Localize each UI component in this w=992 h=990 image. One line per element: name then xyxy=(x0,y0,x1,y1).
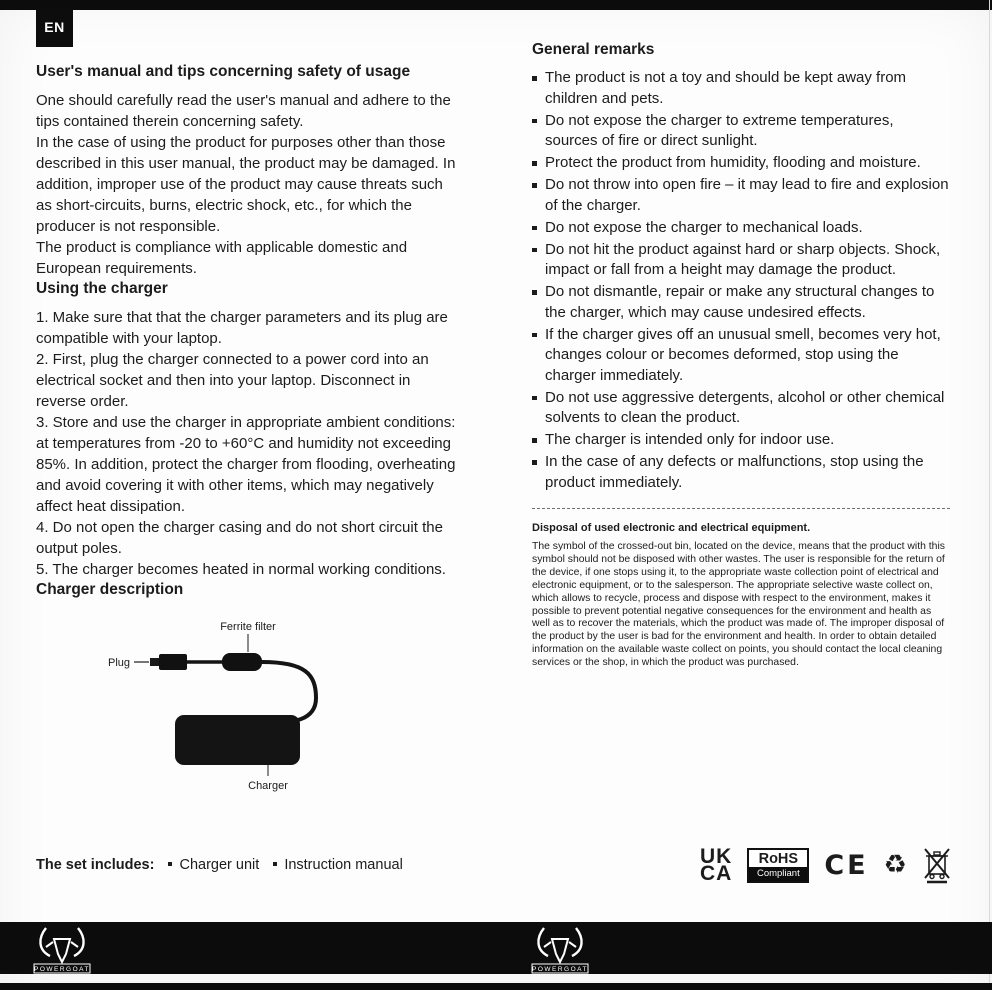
remark-item: Do not expose the charger to extreme temperatures, sources of fire or direct sunlight. xyxy=(545,111,950,152)
safety-paragraph: The product is compliance with applicable domestic and European requirements. xyxy=(36,239,408,277)
rohs-mark xyxy=(747,848,809,883)
remark-item: The charger is intended only for indoor use. xyxy=(545,430,950,451)
right-column xyxy=(532,40,950,670)
using-step: 5. The charger becomes heated in normal working conditions. xyxy=(36,561,446,578)
general-remarks-list xyxy=(532,68,950,493)
ce-mark: CE xyxy=(824,849,869,881)
brand-name: POWERGOAT xyxy=(532,966,588,973)
goat-ear-right xyxy=(569,942,576,947)
remark-item: Protect the product from humidity, flooding and moisture. xyxy=(545,153,950,174)
goat-horn-left xyxy=(538,928,548,956)
footer-brand-band xyxy=(0,922,992,974)
rohs-compliant-label: Compliant xyxy=(749,867,807,881)
remark-item: Do not dismantle, repair or make any structural changes to the charger, which may cause undesired effects. xyxy=(545,282,950,323)
remark-item: Do not expose the charger to mechanical loads. xyxy=(545,218,950,239)
recycling-icon: ♻ xyxy=(883,850,907,880)
goat-horn-right xyxy=(572,928,582,956)
dashed-divider xyxy=(532,508,950,509)
disposal-body: The symbol of the crossed-out bin, located on the device, means that the product with this symbol should not be disposed with other wastes. The user is responsible for the return of the device, if one stops using it, to the appropriate waste collection point of electrical and electronic equipment, or to the salesperson. The appropriate selective waste collect on, which allows to recycle, process and dispose with respect to the environment, makes it possible to prevent potential negative consequences for the environment and health as well as to recover the materials, which the product was made of. The improper disposal of the product by the user is bad for the environment and health. In order to obtain detailed information on the available waste collect on points, you should contact the local cleaning services or the shop, in which the product was purchased. xyxy=(532,541,945,669)
scan-edge-line xyxy=(989,0,990,990)
powergoat-logo xyxy=(30,924,94,974)
top-black-bar xyxy=(0,0,992,10)
goat-horn-left xyxy=(40,928,50,956)
set-includes-line xyxy=(36,857,403,873)
set-includes-item: Instruction manual xyxy=(263,857,402,873)
remark-item: Do not hit the product against hard or sharp objects. Shock, impact or fall from a height may damage the product. xyxy=(545,240,950,281)
charger-brick-shape xyxy=(175,715,300,765)
charger-label: Charger xyxy=(248,780,288,792)
goat-ear-left xyxy=(46,942,53,947)
safety-paragraph: In the case of using the product for purposes other than those described in this user manual, the product may be damaged. In addition, improper use of the product may cause threats such as short-circuits, burns, electric shock, etc., for which the producer is not responsible. xyxy=(36,134,456,235)
goat-face xyxy=(552,939,568,962)
ferrite-filter-label: Ferrite filter xyxy=(220,621,276,633)
set-includes-item: Charger unit xyxy=(158,857,259,873)
bottom-black-bar xyxy=(0,983,992,990)
left-column xyxy=(36,62,460,801)
ferrite-filter-shape xyxy=(222,653,262,671)
using-step: 1. Make sure that that the charger parameters and its plug are compatible with your laptop. xyxy=(36,309,448,347)
disposal-heading: Disposal of used electronic and electrical equipment. xyxy=(532,522,811,534)
general-remarks-heading: General remarks xyxy=(532,41,655,58)
using-charger-heading: Using the charger xyxy=(36,280,168,297)
ukca-line2: CA xyxy=(700,862,733,885)
ukca-line1: UK xyxy=(700,845,733,868)
language-badge: EN xyxy=(36,7,73,47)
ukca-mark xyxy=(700,845,733,885)
set-includes-label: The set includes: xyxy=(36,857,155,873)
using-step: 3. Store and use the charger in appropriate ambient conditions: at temperatures from -20 to +60°C and humidity not exceeding 85%. In addition, protect the charger from flooding, overheating and avoid covering it with other items, which may negatively affect heat dissipation. xyxy=(36,414,456,515)
plug-label: Plug xyxy=(108,657,131,669)
remark-item: Do not throw into open fire – it may lead to fire and explosion of the charger. xyxy=(545,175,950,216)
goat-face xyxy=(54,939,70,962)
charger-description-heading: Charger description xyxy=(36,581,184,598)
goat-ear-left xyxy=(544,942,551,947)
rohs-label: RoHS xyxy=(749,850,807,867)
safety-paragraph: One should carefully read the user's manual and adhere to the tips contained therein concerning safety. xyxy=(36,92,451,130)
safety-heading: User's manual and tips concerning safety of usage xyxy=(36,63,411,80)
compliance-marks xyxy=(700,845,952,885)
weee-crossed-bin-icon xyxy=(922,845,952,885)
remark-item: Do not use aggressive detergents, alcohol or other chemical solvents to clean the product. xyxy=(545,388,950,429)
powergoat-logo xyxy=(528,924,592,974)
remark-item: In the case of any defects or malfunctions, stop using the product immediately. xyxy=(545,452,950,493)
brand-name: POWERGOAT xyxy=(34,966,90,973)
charger-diagram xyxy=(100,618,440,796)
remark-item: If the charger gives off an unusual smell, becomes very hot, changes colour or becomes deformed, stop using the charger immediately. xyxy=(545,325,950,387)
using-step: 2. First, plug the charger connected to a power cord into an electrical socket and then into your laptop. Disconnect in reverse order. xyxy=(36,351,429,410)
goat-horn-right xyxy=(74,928,84,956)
plug-body-shape xyxy=(159,654,187,670)
remark-item: The product is not a toy and should be kept away from children and pets. xyxy=(545,68,950,109)
using-step: 4. Do not open the charger casing and do not short circuit the output poles. xyxy=(36,519,443,557)
goat-ear-right xyxy=(71,942,78,947)
plug-tip-shape xyxy=(150,658,159,666)
